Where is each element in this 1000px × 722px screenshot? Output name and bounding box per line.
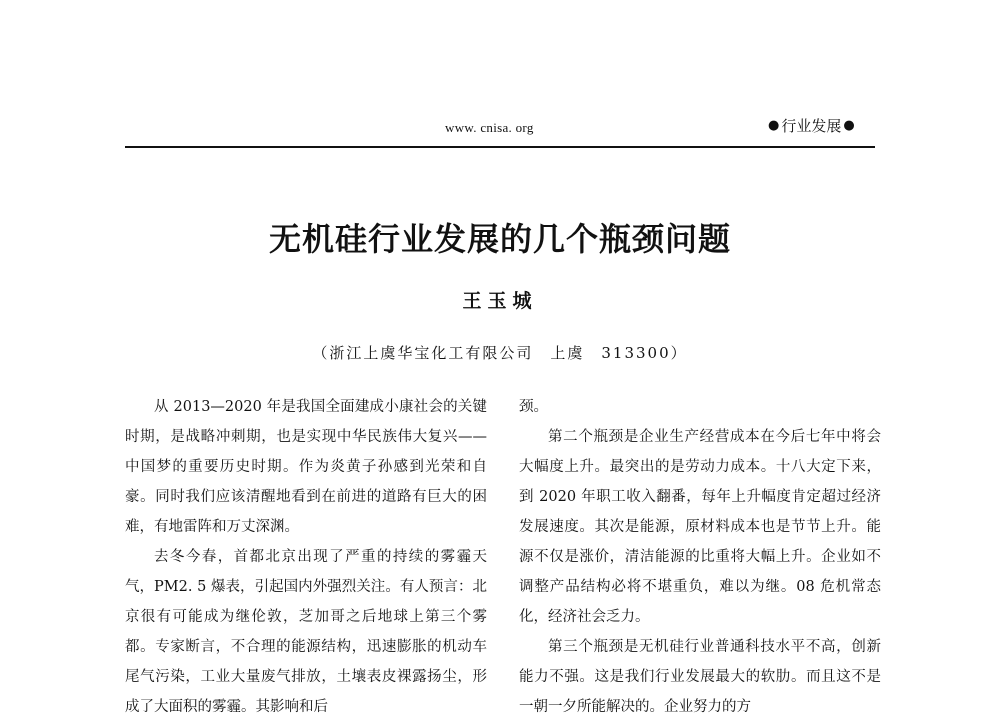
body-column-right [519, 392, 881, 722]
author-affiliation: （浙江上虞华宝化工有限公司 上虞 313300） [312, 344, 688, 362]
article-title: 无机硅行业发展的几个瓶颈问题 [268, 220, 731, 258]
paragraph: 去冬今春，首都北京出现了严重的持续的雾霾天气，PM2. 5 爆表，引起国内外强烈关注。有人预言：北京很有可能成为继伦敦，芝加哥之后地球上第三个雾都。专家断言，不合理的能源结构，迅速膨胀的机动车尾气污染，工业大量废气排放，土壤表皮裸露扬尘，形成了大面积的雾霾。其影响和后 [125, 549, 487, 715]
paragraph: 第三个瓶颈是无机硅行业普通科技水平不高，创新能力不强。这是我们行业发展最大的软肋。而且这不是一朝一夕所能解决的。企业努力的方 [519, 639, 881, 715]
paragraph-continuation: 颈。 [519, 399, 548, 415]
journal-url: www. cnisa. org [445, 120, 534, 135]
paragraph: 第二个瓶颈是企业生产经营成本在今后七年中将会大幅度上升。最突出的是劳动力成本。十八大定下来，到 2020 年职工收入翻番，每年上升幅度肯定超过经济发展速度。其次是能源，原材料成本也是节节上升。能源不仅是涨价，清洁能源的比重将大幅上升。企业如不调整产品结构必将不堪重负，难以为继。08 危机常态化，经济社会乏力。 [519, 429, 881, 625]
header-rule [125, 146, 875, 148]
bullet-icon: ● [843, 118, 855, 133]
paragraph: 从 2013—2020 年是我国全面建成小康社会的关键时期，是战略冲刺期，也是实现中华民族伟大复兴——中国梦的重要历史时期。作为炎黄子孙感到光荣和自豪。同时我们应该清醒地看到在前进的道路有巨大的困难，有地雷阵和万丈深渊。 [125, 399, 487, 535]
bullet-icon: ● [768, 118, 780, 133]
article-author: 王玉城 [462, 290, 538, 312]
section-label [768, 115, 855, 136]
body-column-left [125, 392, 487, 722]
section-name: 行业发展 [781, 117, 842, 135]
